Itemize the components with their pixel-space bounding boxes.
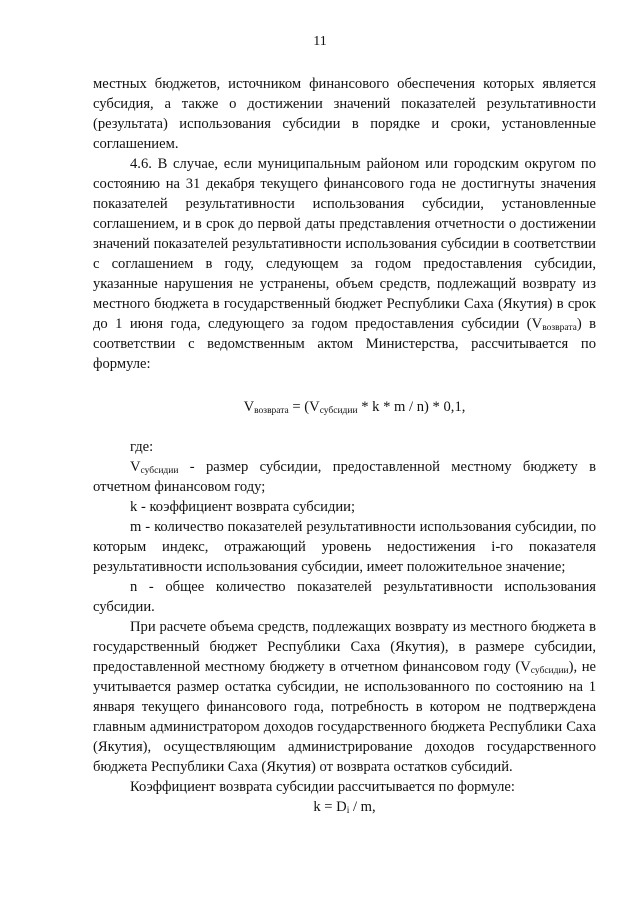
definition-symbol: V	[130, 459, 141, 475]
where-label: где:	[130, 439, 154, 455]
formula-return-volume	[93, 397, 596, 417]
definition-text: - размер субсидии, предоставленной местному бюджету в отчетном финансовом году;	[93, 459, 596, 495]
formula-left: k = D	[313, 799, 347, 815]
formula-symbol-v: V	[243, 399, 255, 415]
formula-subscript-i: i	[346, 806, 350, 816]
formula-subscript-vozvrata: возврата	[254, 406, 289, 416]
subscript-subsidii: субсидии	[530, 666, 569, 676]
paragraph-return-calculation	[93, 617, 596, 777]
formula-rest: * k * m / n) * 0,1,	[357, 399, 466, 415]
paragraph-text: При расчете объема средств, подлежащих возврату из местного бюджета в государственный бюджет Республики Саха (Якутия), в размере субсидии, предоставленной местному бюджету в отчетном финансовом году (V	[93, 619, 596, 675]
formula-coefficient	[93, 797, 596, 817]
paragraph-reporting-continuation	[93, 74, 596, 154]
definition-n: n - общее количество показателей результативности использования субсидии.	[93, 579, 596, 615]
paragraph-text: ) в соответствии с ведомственным актом Министерства, рассчитывается по формуле:	[93, 316, 597, 372]
paragraph-text: ), не учитывается размер остатка субсидии, не использованного по состоянию на 1 января текущего финансового года, потребность в котором не подтверждена главным администратором доходов государственного бюджета Республики Саха (Якутия), осуществляющим администрирование доходов государственного бюджета Республики Саха (Якутия) от возврата остатков субсидий.	[93, 659, 596, 775]
definition-k: k - коэффициент возврата субсидии;	[130, 499, 356, 515]
paragraph-4-6	[93, 154, 596, 374]
definition-v-subsidii	[93, 457, 596, 497]
definition-subscript: субсидии	[140, 466, 179, 476]
definition-m: m - количество показателей результативности использования субсидии, по которым индекс, отражающий уровень недостижения i-го показателя результативности использования субсидии, имеет положительное значение;	[93, 519, 596, 575]
paragraph-text: местных бюджетов, источником финансового обеспечения которых является субсидия, а также о достижении значений показателей результативности (результата) использования субсидии в порядке и сроки, установленные соглашением.	[93, 76, 596, 152]
formula-equals: = (V	[288, 399, 320, 415]
document-body	[93, 74, 596, 817]
paragraph-text: 4.6. В случае, если муниципальным районом или городским округом по состоянию на 31 декабря текущего финансового года не достигнуты значения показателей результативности использования субсидии, установленные соглашением, и в срок до первой даты представления отчетности о достижении значений показателей результативности использования субсидии в соответствии с соглашением в году, следующем за годом предоставления субсидии, указанные нарушения не устранены, объем средств, подлежащий возврату из местного бюджета в государственный бюджет Республики Саха (Якутия) в срок до 1 июня года, следующего за годом предоставления субсидии (V	[93, 156, 596, 332]
paragraph-coefficient-intro: Коэффициент возврата субсидии рассчитывается по формуле:	[130, 779, 515, 795]
formula-right: / m,	[349, 799, 376, 815]
subscript-vozvrata: возврата	[542, 323, 577, 333]
page-number: 11	[313, 34, 327, 49]
formula-subscript-subsidii: субсидии	[319, 406, 358, 416]
